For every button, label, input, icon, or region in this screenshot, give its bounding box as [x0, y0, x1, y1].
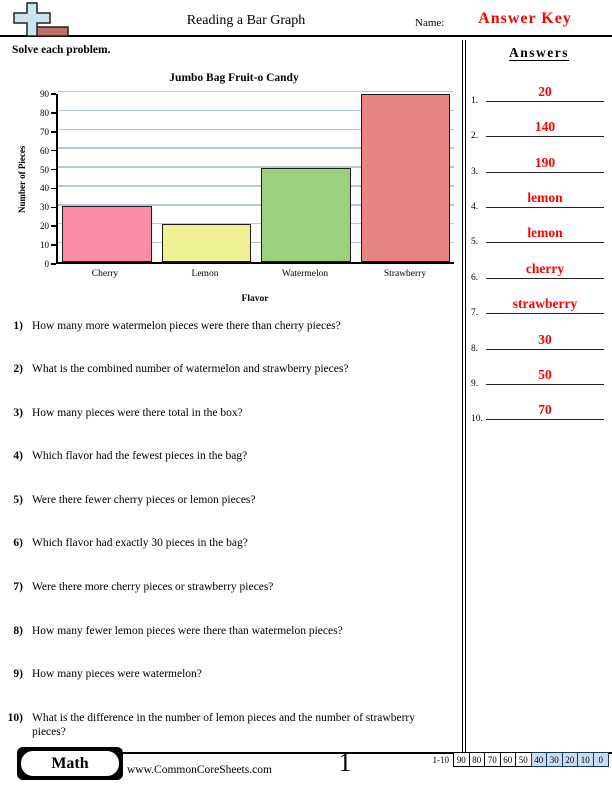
y-tick-label: 30: [40, 202, 49, 213]
score-cell: 90: [453, 752, 470, 767]
question-number: 7): [13, 581, 23, 594]
answer-number: 4.: [471, 202, 479, 213]
question-text: Which flavor had the fewest pieces in the bag?: [32, 450, 248, 463]
y-tick: [40, 89, 56, 99]
answer-item: [466, 321, 612, 356]
score-cell: 70: [484, 752, 501, 767]
y-tick: [40, 240, 56, 250]
y-tick-label: 10: [40, 240, 49, 251]
answer-number: 7.: [471, 308, 479, 319]
question-item: [0, 711, 462, 740]
answers-title: Answers: [509, 44, 569, 60]
answers-panel: [462, 40, 612, 753]
answer-number: 1.: [471, 95, 479, 106]
y-axis-title: Number of Pieces: [17, 144, 27, 213]
score-cell: 50: [515, 752, 532, 767]
gridline: [58, 91, 454, 93]
question-list: [0, 319, 462, 741]
score-table-label: 1-10: [432, 754, 449, 765]
question-text: What is the difference in the number of lemon pieces and the number of strawberry pieces?: [32, 711, 415, 739]
x-axis-labels: [56, 269, 454, 279]
question-text: How many pieces were there total in the box?: [32, 406, 243, 419]
score-table: [433, 752, 610, 767]
instructions-text: Solve each problem.: [12, 43, 111, 56]
answer-item: [466, 144, 612, 179]
bar-strawberry: [361, 94, 451, 262]
answers-list: [466, 74, 612, 428]
answer-value: lemon: [486, 190, 604, 208]
question-item: [0, 536, 462, 551]
question-number: 9): [13, 668, 23, 681]
answer-value: 30: [486, 332, 604, 350]
y-tick: [40, 221, 56, 231]
y-tick-label: 0: [44, 259, 49, 269]
question-number: 10): [7, 711, 23, 724]
score-cell: 40: [531, 752, 548, 767]
answer-item: [466, 215, 612, 250]
y-tick-label: 20: [40, 221, 49, 232]
y-tick-label: 50: [40, 164, 49, 175]
bar-chart: [14, 72, 454, 304]
answer-number: 3.: [471, 166, 479, 177]
page-number: 1: [338, 748, 352, 777]
question-item: [0, 580, 462, 595]
content: [0, 40, 612, 753]
main-column: [0, 40, 462, 753]
subject-badge-label: Math: [20, 750, 120, 777]
y-tick: [40, 146, 56, 156]
website-text: www.CommonCoreSheets.com: [127, 764, 272, 776]
answer-number: 2.: [471, 131, 479, 142]
question-text: Were there fewer cherry pieces or lemon pieces?: [32, 493, 256, 506]
question-number: 8): [13, 624, 23, 637]
answer-value: strawberry: [486, 296, 604, 314]
answer-number: 10.: [471, 414, 483, 425]
y-tick: [40, 165, 56, 175]
answer-item: [466, 74, 612, 109]
question-number: 1): [13, 319, 23, 332]
question-text: What is the combined number of watermelon and strawberry pieces?: [32, 363, 349, 376]
chart-title: Jumbo Bag Fruit-o Candy: [169, 71, 299, 84]
question-number: 3): [13, 406, 23, 419]
question-item: [0, 493, 462, 508]
y-tick: [40, 183, 56, 193]
x-axis-title: Flavor: [241, 293, 269, 304]
answer-key-label: Answer Key: [478, 10, 572, 27]
score-cell: 30: [546, 752, 563, 767]
y-tick-label: 60: [40, 145, 49, 156]
question-text: Which flavor had exactly 30 pieces in the bag?: [32, 537, 248, 550]
score-cell: 0: [593, 752, 610, 767]
question-text: How many fewer lemon pieces were there than watermelon pieces?: [32, 624, 343, 637]
answer-item: [466, 392, 612, 427]
question-text: How many pieces were watermelon?: [32, 668, 202, 681]
bar-watermelon: [261, 168, 351, 261]
question-number: 2): [13, 363, 23, 376]
page-title: Reading a Bar Graph: [186, 13, 306, 28]
answer-value: 50: [486, 367, 604, 385]
y-tick: [40, 108, 56, 118]
score-cell: 20: [562, 752, 579, 767]
question-item: [0, 406, 462, 421]
bars: [58, 94, 454, 262]
x-axis-label: Strawberry: [383, 268, 427, 279]
x-axis-label: Watermelon: [281, 268, 329, 279]
question-item: [0, 624, 462, 639]
question-item: [0, 449, 462, 464]
answer-value: lemon: [486, 225, 604, 243]
score-cell: 60: [500, 752, 517, 767]
score-cell: 10: [577, 752, 594, 767]
question-item: [0, 667, 462, 682]
y-tick-label: 40: [40, 183, 49, 194]
answer-item: [466, 250, 612, 285]
bar-lemon: [162, 224, 252, 261]
answer-number: 9.: [471, 379, 479, 390]
score-cell: 80: [469, 752, 486, 767]
answer-item: [466, 180, 612, 215]
answer-number: 6.: [471, 272, 479, 283]
name-label: Name:: [415, 17, 445, 29]
x-axis-label: Cherry: [91, 268, 119, 279]
y-tick: [45, 259, 57, 269]
answer-item: [466, 357, 612, 392]
answer-value: 70: [486, 402, 604, 420]
question-number: 5): [13, 493, 23, 506]
question-text: Were there more cherry pieces or strawberry pieces?: [32, 581, 274, 594]
header: [0, 0, 612, 37]
y-tick-label: 90: [40, 89, 49, 99]
y-tick-label: 80: [40, 107, 49, 118]
answer-number: 5.: [471, 237, 479, 248]
bar-cherry: [62, 206, 152, 262]
answer-value: 190: [486, 155, 604, 173]
answer-item: [466, 109, 612, 144]
answer-value: 140: [486, 119, 604, 137]
answer-value: cherry: [486, 261, 604, 279]
y-tick: [40, 127, 56, 137]
y-tick: [40, 202, 56, 212]
y-tick-label: 70: [40, 126, 49, 137]
question-text: How many more watermelon pieces were there than cherry pieces?: [32, 319, 341, 332]
x-axis-label: Lemon: [191, 268, 219, 279]
y-axis-ticks: [30, 89, 56, 269]
question-number: 6): [13, 537, 23, 550]
subject-badge: [17, 747, 123, 780]
question-item: [0, 319, 462, 334]
answer-number: 8.: [471, 343, 479, 354]
plot-area: [56, 94, 454, 264]
question-item: [0, 362, 462, 377]
answer-value: 20: [486, 84, 604, 102]
question-number: 4): [13, 450, 23, 463]
answer-item: [466, 286, 612, 321]
